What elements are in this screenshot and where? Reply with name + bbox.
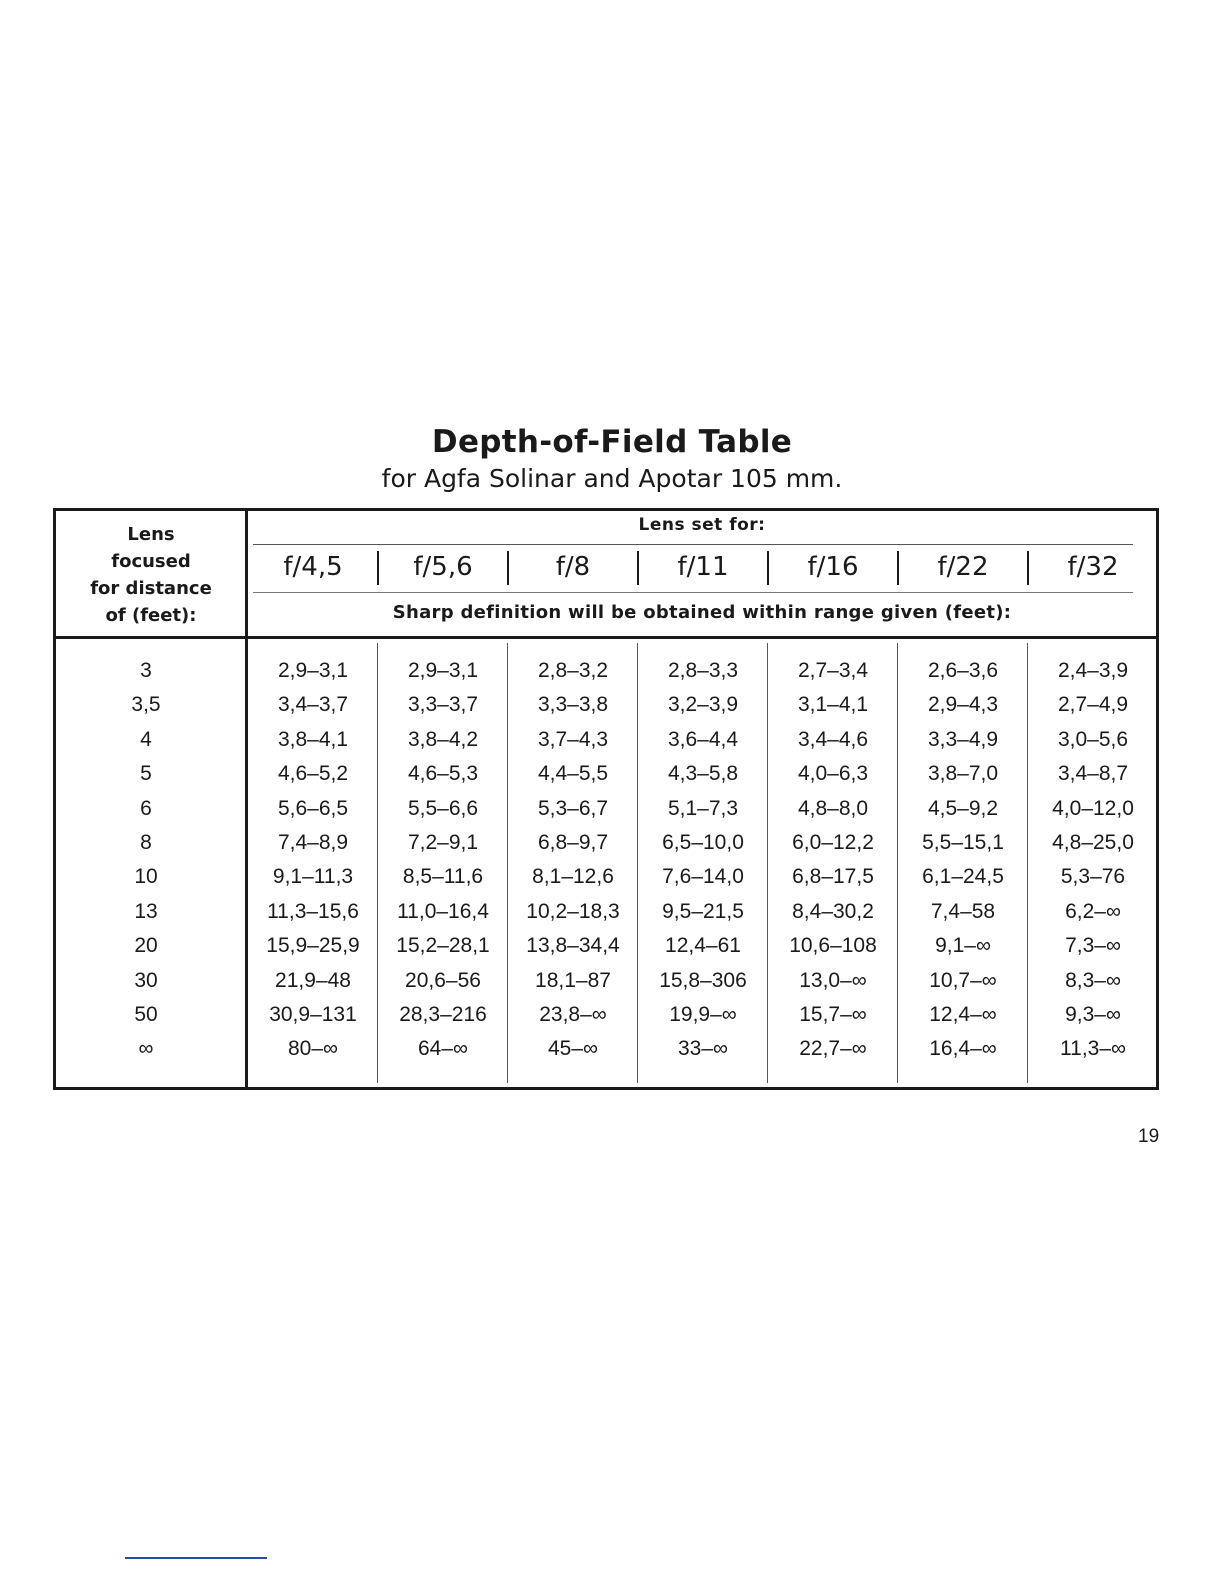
range-cell: 7,4–58 — [930, 899, 996, 923]
range-cell: 45–∞ — [547, 1037, 598, 1061]
range-cell: 2,7–4,9 — [1057, 693, 1129, 717]
range-cell: 11,3–∞ — [1060, 1037, 1126, 1061]
range-cell: 4,4–5,5 — [537, 762, 609, 786]
range-cell: 11,0–16,4 — [397, 899, 489, 923]
range-cell: 3,8–4,1 — [277, 727, 349, 751]
range-cell: 2,7–3,4 — [797, 659, 869, 682]
range-cell: 5,3–76 — [1060, 865, 1126, 889]
range-cell: 4,6–5,2 — [277, 762, 349, 786]
range-cell: 2,4–3,9 — [1057, 659, 1129, 682]
range-cell: 22,7–∞ — [799, 1037, 867, 1061]
footnote-rule — [125, 1557, 267, 1559]
range-cell: 20,6–56 — [405, 968, 481, 992]
range-cell: 6,0–12,2 — [792, 831, 874, 854]
range-cell: 3,7–4,3 — [537, 727, 609, 751]
range-cell: 19,9–∞ — [669, 1003, 737, 1026]
range-cell: 6,1–24,5 — [922, 865, 1004, 889]
header-bottom-rule — [56, 636, 1156, 639]
range-cell: 3,4–8,7 — [1057, 762, 1129, 786]
row-header-label — [56, 521, 246, 629]
range-cell: 2,9–4,3 — [927, 693, 999, 717]
range-cell: 4,8–8,0 — [797, 796, 869, 820]
aperture-header-f-5-6: f/5,6 — [413, 552, 473, 582]
range-cell: 8,5–11,6 — [402, 865, 484, 889]
range-cell: 2,6–3,6 — [927, 659, 999, 682]
range-cell: 3,0–5,6 — [1057, 727, 1129, 751]
focus-distance-cell: 20 — [134, 934, 158, 958]
range-cell: 8,1–12,6 — [532, 865, 614, 889]
page-subtitle: for Agfa Solinar and Apotar 105 mm. — [381, 464, 843, 493]
range-cell: 5,3–6,7 — [537, 796, 609, 820]
aperture-separator — [897, 551, 899, 585]
range-cell: 5,6–6,5 — [277, 796, 349, 820]
range-cell: 4,6–5,3 — [407, 762, 479, 786]
depth-of-field-table — [53, 508, 1159, 1090]
aperture-header-f-22: f/22 — [937, 552, 989, 582]
range-cell: 5,5–6,6 — [407, 796, 479, 820]
range-cell: 10,7–∞ — [929, 968, 997, 992]
range-cell: 3,6–4,4 — [667, 727, 739, 751]
range-cell: 3,4–3,7 — [277, 693, 349, 717]
range-cell: 10,6–108 — [789, 934, 877, 958]
aperture-separator — [1027, 551, 1029, 585]
range-cell: 6,8–9,7 — [537, 831, 609, 854]
range-cell: 6,5–10,0 — [662, 831, 744, 854]
range-cell: 21,9–48 — [275, 968, 351, 992]
aperture-separator — [377, 551, 379, 585]
range-caption: Sharp definition will be obtained within range given (feet): — [392, 602, 1012, 623]
range-cell: 7,6–14,0 — [662, 865, 744, 889]
aperture-header-f-11: f/11 — [677, 552, 729, 582]
row-header-line: focused — [111, 551, 191, 572]
range-cell: 7,4–8,9 — [277, 831, 349, 854]
range-cell: 2,8–3,3 — [667, 659, 739, 682]
range-cell: 16,4–∞ — [929, 1037, 997, 1061]
focus-distance-cell: 3,5 — [131, 693, 161, 717]
range-cell: 13,0–∞ — [799, 968, 867, 992]
range-cell: 5,5–15,1 — [922, 831, 1004, 854]
range-cell: 12,4–∞ — [929, 1003, 997, 1026]
range-cell: 28,3–216 — [399, 1003, 487, 1026]
range-cell: 3,8–4,2 — [407, 727, 479, 751]
aperture-separator — [767, 551, 769, 585]
group-header-rule — [253, 544, 1133, 545]
range-cell: 6,2–∞ — [1065, 899, 1121, 923]
range-cell: 7,3–∞ — [1065, 934, 1121, 958]
range-cell: 15,7–∞ — [799, 1003, 867, 1026]
aperture-header-f-16: f/16 — [807, 552, 859, 582]
page-number: 19 — [1138, 1126, 1160, 1147]
focus-distance-cell: 5 — [140, 762, 152, 786]
focus-distance-cell: 13 — [134, 899, 158, 923]
range-cell: 3,3–4,9 — [927, 727, 999, 751]
row-header-line: for distance — [90, 578, 212, 599]
range-cell: 80–∞ — [287, 1037, 338, 1061]
focus-distance-cell: 4 — [140, 727, 152, 751]
aperture-header-f-32: f/32 — [1067, 552, 1119, 582]
page-title: Depth-of-Field Table — [431, 424, 793, 460]
aperture-row-rule — [253, 592, 1133, 593]
focus-distance-cell: 3 — [140, 659, 152, 682]
aperture-header-f-8: f/8 — [555, 552, 591, 582]
row-header-line: of (feet): — [105, 605, 197, 626]
range-cell: 30,9–131 — [269, 1003, 357, 1026]
range-cell: 9,3–∞ — [1065, 1003, 1121, 1026]
range-cell: 2,9–3,1 — [407, 659, 479, 682]
range-cell: 9,5–21,5 — [662, 899, 744, 923]
range-cell: 15,2–28,1 — [396, 934, 490, 958]
focus-distance-cell: 6 — [140, 796, 152, 820]
range-cell: 4,0–12,0 — [1052, 796, 1134, 820]
range-cell: 11,3–15,6 — [267, 899, 359, 923]
range-cell: 7,2–9,1 — [407, 831, 479, 854]
range-cell: 3,1–4,1 — [797, 693, 869, 717]
range-cell: 3,4–4,6 — [797, 727, 869, 751]
range-cell: 33–∞ — [677, 1037, 728, 1061]
focus-distance-cell: 8 — [140, 831, 152, 854]
range-cell: 15,9–25,9 — [266, 934, 360, 958]
range-cell: 8,4–30,2 — [792, 899, 874, 923]
range-cell: 4,0–6,3 — [797, 762, 869, 786]
range-cell: 5,1–7,3 — [667, 796, 739, 820]
range-cell: 6,8–17,5 — [792, 865, 874, 889]
focus-distance-cell: 10 — [134, 865, 158, 889]
range-cell: 10,2–18,3 — [526, 899, 620, 923]
range-cell: 9,1–11,3 — [272, 865, 354, 889]
range-cell: 64–∞ — [417, 1037, 468, 1061]
range-cell: 3,3–3,8 — [537, 693, 609, 717]
range-cell: 4,5–9,2 — [927, 796, 999, 820]
row-header-line: Lens — [127, 524, 175, 545]
range-cell: 8,3–∞ — [1065, 968, 1121, 992]
range-cell: 3,8–7,0 — [927, 762, 999, 786]
aperture-header-f-4-5: f/4,5 — [283, 552, 343, 582]
focus-distance-cell: 50 — [134, 1003, 158, 1026]
range-cell: 4,3–5,8 — [667, 762, 739, 786]
range-cell: 3,2–3,9 — [667, 693, 739, 717]
group-header: Lens set for: — [638, 515, 766, 535]
range-cell: 23,8–∞ — [539, 1003, 607, 1026]
range-cell: 15,8–306 — [659, 968, 747, 992]
range-cell: 3,3–3,7 — [407, 693, 479, 717]
range-cell: 12,4–61 — [665, 934, 741, 958]
range-cell: 4,8–25,0 — [1052, 831, 1134, 854]
aperture-separator — [507, 551, 509, 585]
aperture-separator — [637, 551, 639, 585]
range-cell: 2,9–3,1 — [277, 659, 349, 682]
range-cell: 18,1–87 — [535, 968, 611, 992]
range-cell: 13,8–34,4 — [526, 934, 620, 958]
focus-distance-cell: 30 — [134, 968, 158, 992]
range-cell: 9,1–∞ — [935, 934, 991, 958]
focus-distance-cell: ∞ — [138, 1037, 154, 1061]
range-cell: 2,8–3,2 — [537, 659, 609, 682]
